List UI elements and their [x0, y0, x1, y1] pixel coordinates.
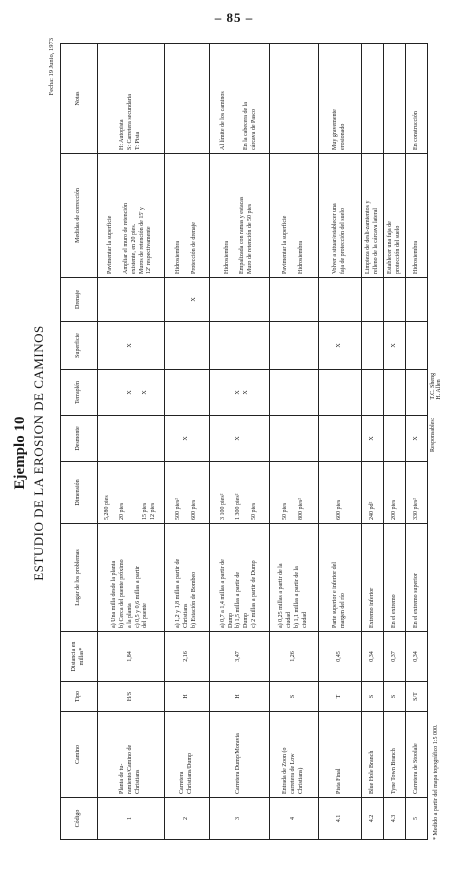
cell-superficie [164, 322, 209, 370]
cell-terraplen [164, 370, 209, 416]
table-row [362, 44, 384, 840]
cell-dimension: 5,280 pies 20 pies 15 pies 12 pies [98, 462, 165, 524]
cell-codigo: 4.3 [384, 798, 406, 840]
cell-medidas: Pavimentar la superficie Hidrosiembra [269, 154, 318, 278]
cell-desmonte: X [209, 416, 269, 462]
cell-codigo: 4.2 [362, 798, 384, 840]
cell-lugar: Parte superior e inferior del margen del río [319, 524, 362, 632]
cell-desmonte [98, 416, 165, 462]
erosion-study-table [60, 43, 428, 840]
date-label: Fecha: 19 Junio, 1973 [48, 38, 55, 96]
cell-camino: Planta de tu- ramiento/Camino de Christians [98, 712, 165, 798]
cell-codigo: 1 [98, 798, 165, 840]
table-row [164, 44, 209, 840]
responsable-name: T.C. Sheng [430, 372, 436, 400]
cell-medidas: Limpieza de desli-zamientos y relleno de la cárcava lateral [362, 154, 384, 278]
cell-superficie: X [319, 322, 362, 370]
cell-drenaje [269, 278, 318, 322]
cell-terraplen [406, 370, 428, 416]
cell-distancia: 1,26 [269, 632, 318, 682]
cell-codigo: 3 [209, 798, 269, 840]
cell-drenaje [98, 278, 165, 322]
cell-superficie: X [98, 322, 165, 370]
page-subtitle: ESTUDIO DE LA EROSION DE CAMINOS [31, 325, 46, 581]
header-distancia: Distancia en millas* [61, 632, 98, 682]
cell-desmonte: X [362, 416, 384, 462]
cell-codigo: 4 [269, 798, 318, 840]
cell-dimension: 50 pies 800 pies² [269, 462, 318, 524]
cell-tipo: S [362, 682, 384, 712]
cell-notas: Muy gravemente erosionado [319, 44, 362, 154]
cell-notas: Al límite de los caminos En la cabecera de la cárcava de Pasco [209, 44, 269, 154]
header-dimension: Dimensión [61, 462, 98, 524]
cell-superficie [406, 322, 428, 370]
cell-drenaje [384, 278, 406, 322]
cell-codigo: 2 [164, 798, 209, 840]
cell-desmonte [384, 416, 406, 462]
cell-medidas: Establecer una faja de protección del suelo [384, 154, 406, 278]
footnote: * Medido a partir del mapa topográfico 1:5 000. [433, 724, 439, 840]
cell-drenaje [319, 278, 362, 322]
cell-medidas: Hidrosiembra Empalizada con ramas y estacas Muro de retención de 50 pies [209, 154, 269, 278]
cell-superficie [269, 322, 318, 370]
cell-notas: H: Autopista S: Carretera secundaria T: Pista [98, 44, 165, 154]
page-number: – 85 – [214, 10, 254, 25]
table-row [269, 44, 318, 840]
cell-desmonte: X [406, 416, 428, 462]
cell-tipo: S/T [406, 682, 428, 712]
cell-terraplen [319, 370, 362, 416]
cell-codigo: 4.1 [319, 798, 362, 840]
cell-drenaje [209, 278, 269, 322]
cell-notas [362, 44, 384, 154]
cell-tipo: H [209, 682, 269, 712]
cell-tipo: H [164, 682, 209, 712]
cell-camino: Entrada de Zoon (o carretera de Low Christians) [269, 712, 318, 798]
header-tipo: Tipo [61, 682, 98, 712]
cell-camino: Blue Hole Branch [362, 712, 384, 798]
cell-distancia: 0,34 [362, 632, 384, 682]
cell-camino: Tyne Town Branch [384, 712, 406, 798]
header-terraplen: Terraplén [61, 370, 98, 416]
cell-terraplen: X X [98, 370, 165, 416]
cell-camino: Carretera Christians/Dump [164, 712, 209, 798]
rotated-page-content [0, 24, 468, 882]
cell-distancia: 3,47 [209, 632, 269, 682]
cell-terraplen [269, 370, 318, 416]
responsables-names [430, 373, 442, 400]
cell-distancia: 2,16 [164, 632, 209, 682]
header-notas: Notas [61, 44, 98, 154]
header-drenaje: Drenaje [61, 278, 98, 322]
cell-dimension: 200 pies [384, 462, 406, 524]
cell-distancia: 0,34 [406, 632, 428, 682]
responsables-label: Responsables: [430, 417, 436, 452]
cell-superficie: X [384, 322, 406, 370]
responsables-block [430, 373, 442, 452]
cell-superficie [362, 322, 384, 370]
table-row [384, 44, 406, 840]
cell-dimension: 3 100 pies² 1 300 pies² 50 pies [209, 462, 269, 524]
header-medidas: Medidas de corrección [61, 154, 98, 278]
cell-superficie [209, 322, 269, 370]
cell-notas [269, 44, 318, 154]
cell-medidas: Hidrosiembra Protección de drenaje [164, 154, 209, 278]
cell-terraplen: X X [209, 370, 269, 416]
responsable-name: H. Allen [436, 379, 442, 400]
cell-lugar: En el extremo superior [406, 524, 428, 632]
cell-codigo: 5 [406, 798, 428, 840]
table-row [406, 44, 428, 840]
cell-desmonte [269, 416, 318, 462]
header-superficie: Superficie [61, 322, 98, 370]
table-body [98, 44, 428, 840]
cell-medidas: Volver a situar/establecer una faja de protección del suelo [319, 154, 362, 278]
header-camino: Camino [61, 712, 98, 798]
cell-dimension: 330 pies² [406, 462, 428, 524]
cell-dimension: 500 pies² 600 pies [164, 462, 209, 524]
cell-notas: En construcción [406, 44, 428, 154]
table-row [319, 44, 362, 840]
cell-terraplen [384, 370, 406, 416]
cell-camino: Carretera Dump/Moravia [209, 712, 269, 798]
cell-notas [164, 44, 209, 154]
cell-lugar: Extremo inferior [362, 524, 384, 632]
cell-lugar: a) 0,25 millas a partir de la ciudad b) 1,1 millas a partir de la ciudad [269, 524, 318, 632]
cell-camino: Carretera de Stoolale [406, 712, 428, 798]
cell-lugar: a) Una milla desde la planta b) Cerca del puente próximo a la planta c) 0,5 y 0,6 millas a partir del puente [98, 524, 165, 632]
cell-drenaje: X [164, 278, 209, 322]
cell-lugar: a) 1,2 y 1,8 millas a partir de Christians b) Estación de Bombeo [164, 524, 209, 632]
cell-dimension: 240 pd² [362, 462, 384, 524]
cell-lugar: a) 0,7 a 1,4 millas a partir de Dump b) 1,5 millas a partir de Dump c) 2 millas a partir de Dump [209, 524, 269, 632]
cell-tipo: H/S [98, 682, 165, 712]
cell-drenaje [362, 278, 384, 322]
header-desmonte: Desmonte [61, 416, 98, 462]
cell-lugar: En el extremo [384, 524, 406, 632]
cell-tipo: T [319, 682, 362, 712]
cell-notas [384, 44, 406, 154]
cell-tipo: S [269, 682, 318, 712]
table-header-row [61, 44, 98, 840]
cell-tipo: S [384, 682, 406, 712]
table-row [209, 44, 269, 840]
header-codigo: Código [61, 798, 98, 840]
cell-camino: Pista Final [319, 712, 362, 798]
header-lugar: Lugar de los problemas [61, 524, 98, 632]
cell-medidas: Pavimentar la superficie Ampliar el muro de retención existente, en 20 pies. Muros de retención de 15' y 12' respectivamente [98, 154, 165, 278]
cell-distancia: 0,37 [384, 632, 406, 682]
cell-desmonte: X [164, 416, 209, 462]
cell-medidas: Hidrosiembra [406, 154, 428, 278]
cell-terraplen [362, 370, 384, 416]
cell-drenaje [406, 278, 428, 322]
cell-desmonte [319, 416, 362, 462]
cell-distancia: 1,84 [98, 632, 165, 682]
cell-distancia: 0,45 [319, 632, 362, 682]
table-row [98, 44, 165, 840]
cell-dimension: 600 pies [319, 462, 362, 524]
page-title: Ejemplo 10 [12, 416, 28, 490]
